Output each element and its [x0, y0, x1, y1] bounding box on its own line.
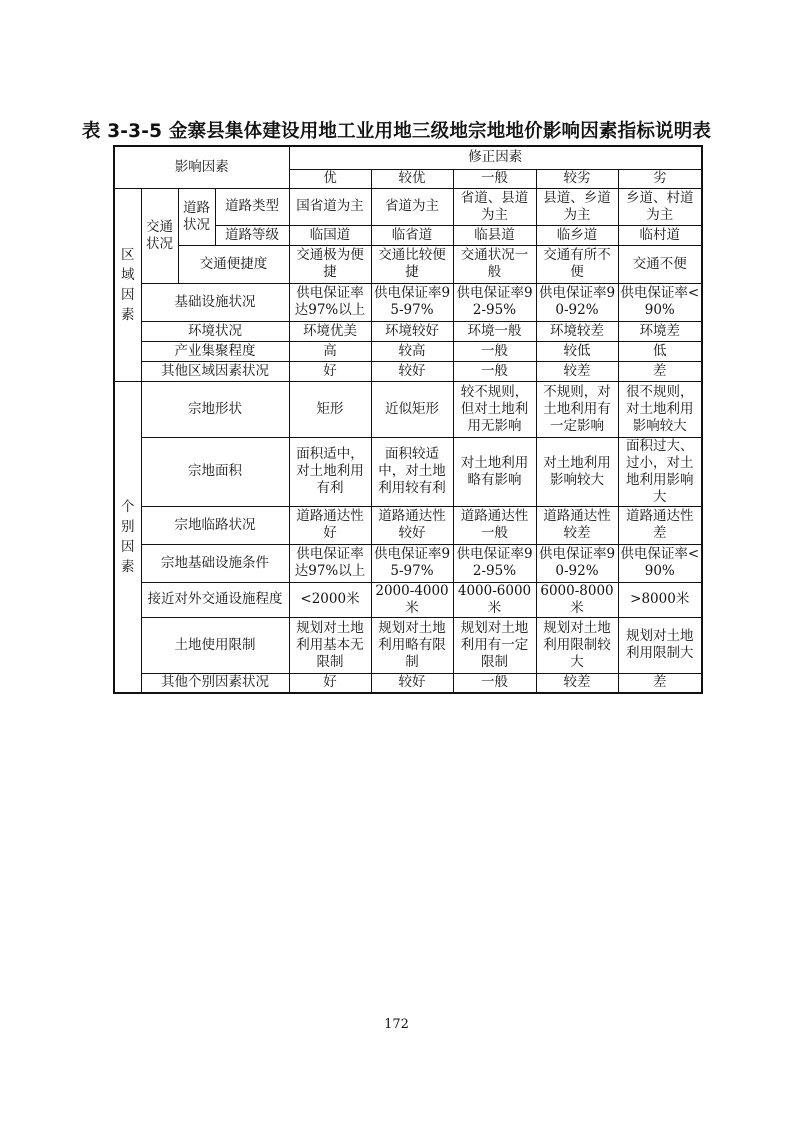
- table-cell: 较好: [371, 361, 453, 381]
- table-cell: 交通不便: [618, 245, 702, 283]
- regional-group-label: [114, 188, 141, 381]
- table-cell: 环境较好: [371, 321, 453, 341]
- row-label: 交通便捷度: [178, 245, 289, 283]
- factor-table: [113, 145, 703, 694]
- row-label: 其他区域因素状况: [141, 361, 289, 381]
- table-cell: 道路通达性好: [289, 506, 371, 544]
- table-cell: 规划对土地利用基本无限制: [289, 617, 371, 673]
- table-cell: >8000米: [618, 582, 702, 617]
- table-row: [114, 245, 702, 283]
- table-cell: 供电保证率95-97%: [371, 283, 453, 321]
- table-cell: 差: [618, 361, 702, 381]
- table-cell: <2000米: [289, 582, 371, 617]
- table-cell: 4000-6000米: [453, 582, 536, 617]
- table-row: [114, 188, 702, 225]
- table-cell: 环境一般: [453, 321, 536, 341]
- table-row: [114, 321, 702, 341]
- table-cell: 供电保证率90-92%: [536, 283, 618, 321]
- table-row: [114, 617, 702, 673]
- table-row: [114, 381, 702, 437]
- table-cell: 道路通达性较差: [536, 506, 618, 544]
- table-cell: 乡道、村道为主: [618, 188, 702, 225]
- table-row: [114, 341, 702, 361]
- row-label: 接近对外交通设施程度: [141, 582, 289, 617]
- table-cell: 好: [289, 361, 371, 381]
- table-cell: 临国道: [289, 225, 371, 245]
- table-cell: 6000-8000米: [536, 582, 618, 617]
- table-cell: 环境差: [618, 321, 702, 341]
- row-label: 环境状况: [141, 321, 289, 341]
- table-cell: 规划对土地利用限制大: [618, 617, 702, 673]
- table-row: [114, 437, 702, 506]
- table-cell: 供电保证率92-95%: [453, 544, 536, 582]
- table-cell: 道路通达性较好: [371, 506, 453, 544]
- header-level: 较优: [371, 169, 453, 188]
- table-cell: 一般: [453, 341, 536, 361]
- table-cell: 矩形: [289, 381, 371, 437]
- table-cell: 一般: [453, 673, 536, 693]
- header-row: [114, 146, 702, 169]
- table-cell: 交通极为便捷: [289, 245, 371, 283]
- row-label: 道路类型: [215, 188, 289, 225]
- table-row: [114, 582, 702, 617]
- table-cell: 很不规则，对土地利用影响较大: [618, 381, 702, 437]
- table-cell: 高: [289, 341, 371, 361]
- header-level: 一般: [453, 169, 536, 188]
- table-cell: 交通有所不便: [536, 245, 618, 283]
- table-cell: 省道为主: [371, 188, 453, 225]
- table-cell: 好: [289, 673, 371, 693]
- table-cell: 交通比较便捷: [371, 245, 453, 283]
- table-cell: 对土地利用略有影响: [453, 437, 536, 506]
- traffic-label: 交通状况: [141, 188, 178, 283]
- table-cell: 较低: [536, 341, 618, 361]
- table-cell: 较高: [371, 341, 453, 361]
- table-cell: 面积过大、过小，对土地利用影响大: [618, 437, 702, 506]
- table-row: [114, 283, 702, 321]
- table-cell: 供电保证率达97%以上: [289, 283, 371, 321]
- table-cell: 面积适中，对土地利用有利: [289, 437, 371, 506]
- table-cell: 规划对土地利用略有限制: [371, 617, 453, 673]
- table-cell: 供电保证率达97%以上: [289, 544, 371, 582]
- table-row: [114, 506, 702, 544]
- table-cell: 一般: [453, 361, 536, 381]
- table-cell: 差: [618, 673, 702, 693]
- table-cell: 道路通达性差: [618, 506, 702, 544]
- table-body: [114, 146, 702, 693]
- header-correction: 修正因素: [289, 146, 702, 169]
- table-cell: 供电保证率90-92%: [536, 544, 618, 582]
- table-cell: 国省道为主: [289, 188, 371, 225]
- row-label: 宗地形状: [141, 381, 289, 437]
- table-cell: 环境优美: [289, 321, 371, 341]
- table-title: 表 3-3-5 金寨县集体建设用地工业用地三级地宗地地价影响因素指标说明表: [81, 121, 712, 142]
- table-cell: 临县道: [453, 225, 536, 245]
- row-label: 其他个别因素状况: [141, 673, 289, 693]
- table-cell: 交通状况一般: [453, 245, 536, 283]
- table-cell: 规划对土地利用有一定限制: [453, 617, 536, 673]
- row-label: 产业集聚程度: [141, 341, 289, 361]
- individual-group-label: [114, 381, 141, 693]
- header-level: 优: [289, 169, 371, 188]
- table-cell: 对土地利用影响较大: [536, 437, 618, 506]
- table-cell: 供电保证率92-95%: [453, 283, 536, 321]
- table-row: [114, 673, 702, 693]
- table-cell: 供电保证率95-97%: [371, 544, 453, 582]
- header-factor: 影响因素: [114, 146, 289, 188]
- table-row: [114, 544, 702, 582]
- row-label: 道路等级: [215, 225, 289, 245]
- table-cell: 较差: [536, 673, 618, 693]
- header-level: 劣: [618, 169, 702, 188]
- table-cell: 规划对土地利用限制较大: [536, 617, 618, 673]
- table-cell: 较不规则，但对土地利用无影响: [453, 381, 536, 437]
- table-cell: 环境较差: [536, 321, 618, 341]
- table-cell: 临村道: [618, 225, 702, 245]
- row-label: 宗地面积: [141, 437, 289, 506]
- page-number: 172: [384, 1017, 409, 1032]
- table-cell: 2000-4000米: [371, 582, 453, 617]
- row-label: 宗地基础设施条件: [141, 544, 289, 582]
- table-row: [114, 361, 702, 381]
- individual-group-text: 个别因素: [121, 498, 135, 575]
- table-cell: 临乡道: [536, 225, 618, 245]
- row-label: 土地使用限制: [141, 617, 289, 673]
- row-label: 宗地临路状况: [141, 506, 289, 544]
- table-cell: 近似矩形: [371, 381, 453, 437]
- table-cell: 较差: [536, 361, 618, 381]
- table-cell: 供电保证率<90%: [618, 283, 702, 321]
- table-cell: 面积较适中，对土地利用较有利: [371, 437, 453, 506]
- table-cell: 道路通达性一般: [453, 506, 536, 544]
- road-label: 道路状况: [178, 188, 215, 245]
- table-cell: 低: [618, 341, 702, 361]
- table-cell: 临省道: [371, 225, 453, 245]
- table-cell: 县道、乡道为主: [536, 188, 618, 225]
- row-label: 基础设施状况: [141, 283, 289, 321]
- regional-group-text: 区域因素: [121, 246, 135, 323]
- table-cell: 省道、县道为主: [453, 188, 536, 225]
- header-level: 较劣: [536, 169, 618, 188]
- table-cell: 供电保证率<90%: [618, 544, 702, 582]
- table-cell: 不规则，对土地利用有一定影响: [536, 381, 618, 437]
- table-cell: 较好: [371, 673, 453, 693]
